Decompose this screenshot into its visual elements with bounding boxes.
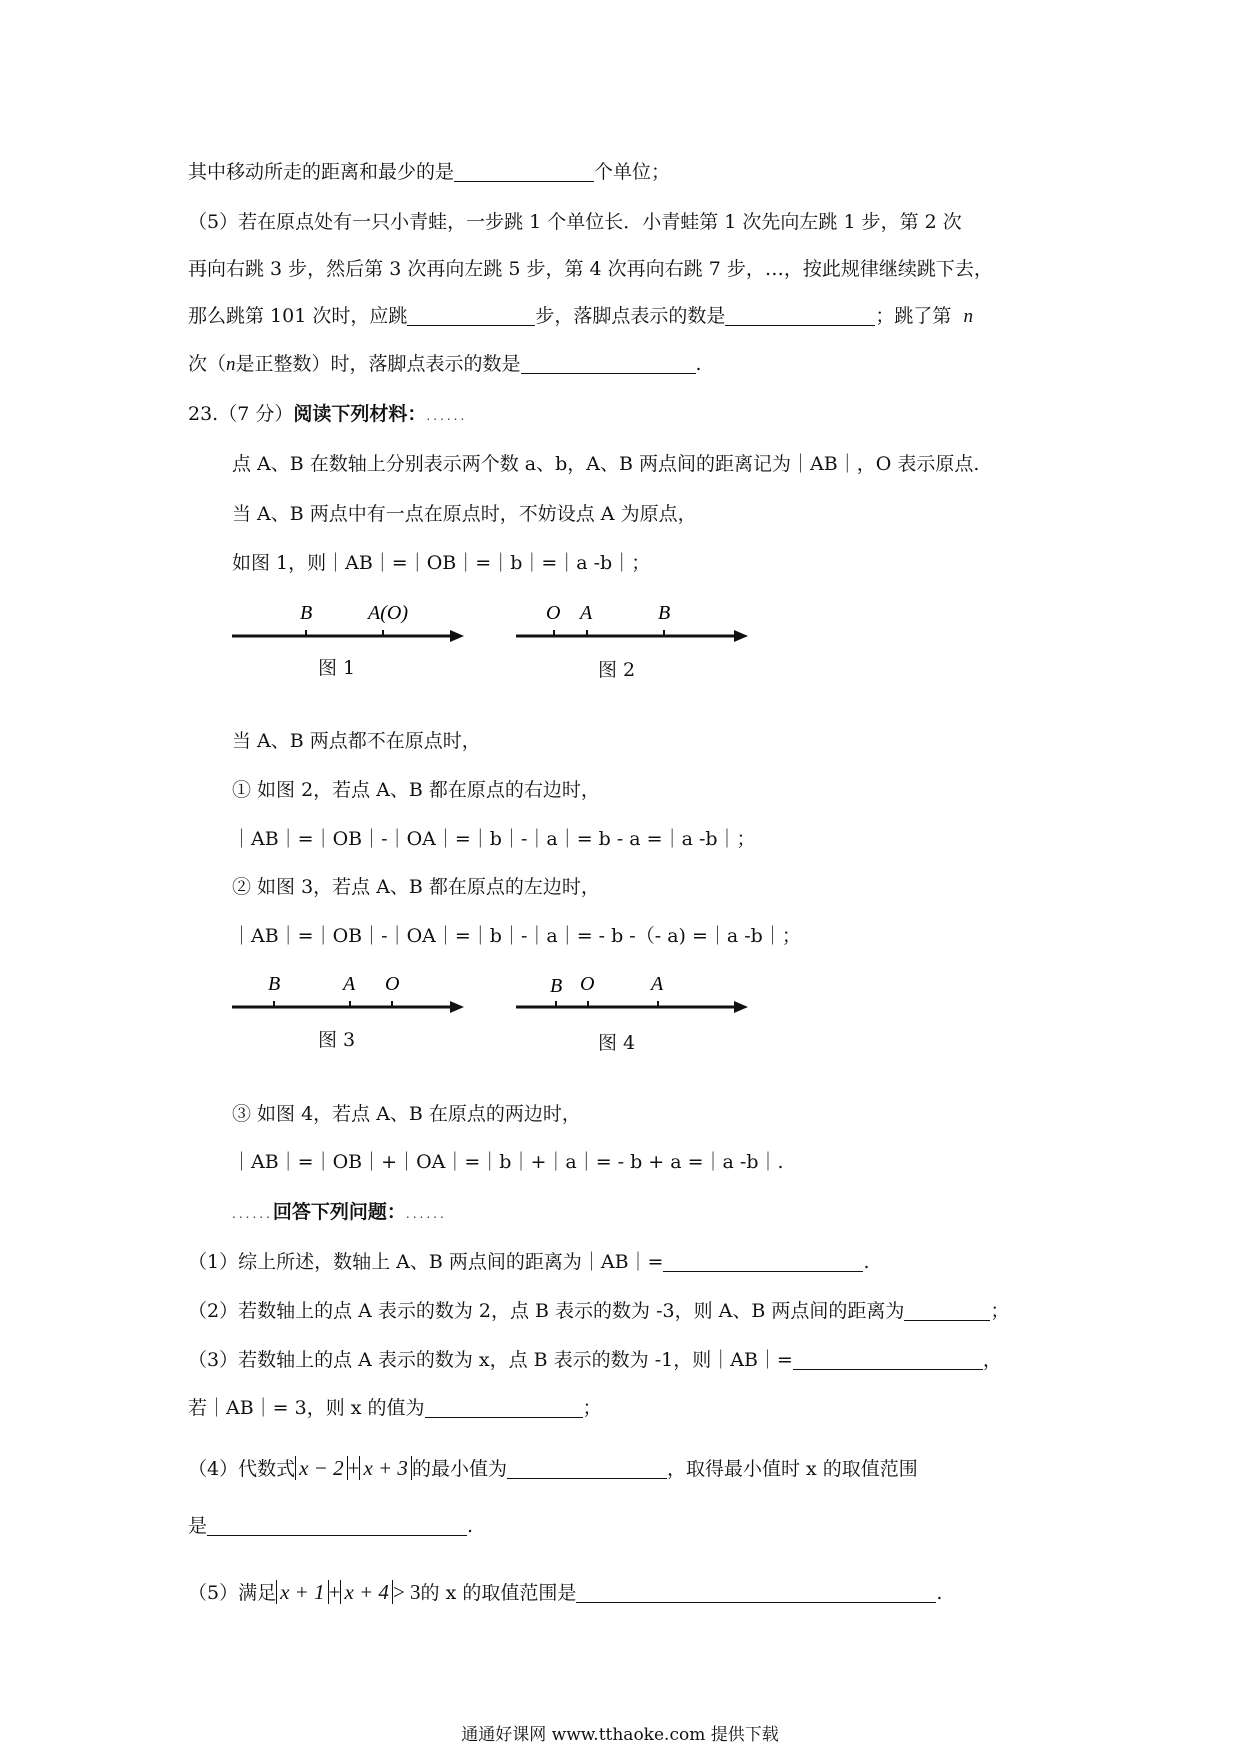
plus: + [328, 1580, 341, 1604]
text: 是 [188, 1515, 208, 1537]
dots: ...... [232, 1207, 273, 1221]
text: 的最小值为 [411, 1458, 507, 1480]
label-b: B [268, 973, 281, 995]
text: 次（ [188, 353, 227, 375]
figure-caption-4: 图 4 [598, 1032, 636, 1054]
answer-blank[interactable] [576, 1582, 936, 1603]
text: ，取得最小值时 x 的取值范围 [666, 1458, 918, 1480]
material-line-10: ｜AB｜=｜OB｜+｜OA｜=｜b｜+｜a｜= - b + a =｜a -b｜. [232, 1151, 784, 1173]
label-a: A [343, 973, 356, 995]
greater-than: > 3 [392, 1580, 421, 1604]
text: （1）综上所述，数轴上 A、B 两点间的距离为｜AB｜= [188, 1251, 664, 1273]
answer-blank[interactable] [904, 1300, 990, 1321]
figure-caption-3: 图 3 [318, 1029, 356, 1051]
answer-blank[interactable] [725, 305, 875, 326]
label-a-o: A(O) [368, 602, 408, 624]
label-o: O [385, 973, 400, 995]
arrow-head [734, 630, 748, 642]
question-2 [188, 1297, 1009, 1325]
text: ；跳了第 [875, 305, 952, 327]
text: 那么跳第 101 次时，应跳 [188, 305, 408, 327]
footer: 通通好课网 www.tthaoke.com 提供下载 [461, 1725, 779, 1745]
material-line-5: ① 如图 2，若点 A、B 都在原点的右边时， [232, 779, 600, 801]
arrow-head [450, 1001, 464, 1013]
text: ； [582, 1397, 602, 1419]
label-b: B [658, 602, 671, 624]
var-n: n [963, 306, 973, 327]
figure-caption-1: 图 1 [318, 657, 356, 679]
answer-blank[interactable] [507, 1458, 667, 1479]
q5-line-2: 再向右跳 3 步，然后第 3 次再向左跳 5 步，第 4 次再向右跳 7 步，…，按此规律继续跳下去， [188, 258, 993, 280]
text: 其中移动所走的距离和最少的是 [188, 161, 455, 183]
question-3b [188, 1394, 602, 1422]
question-1 [188, 1248, 870, 1276]
question-4b [188, 1512, 473, 1540]
arrow-head [450, 630, 464, 642]
text: 个单位； [594, 161, 671, 183]
abs-expression: x + 1 [276, 1580, 329, 1604]
label-a: A [580, 602, 593, 624]
answer-blank[interactable] [454, 161, 594, 182]
answer-blank[interactable] [521, 353, 696, 374]
number-line-figure-3 [228, 971, 468, 1021]
answer-blank[interactable] [407, 305, 535, 326]
number-line-figure-4 [512, 971, 752, 1021]
abs-expression: x + 3 [359, 1456, 412, 1480]
text: 的 x 的取值范围是 [420, 1582, 577, 1604]
answer-blank[interactable] [663, 1251, 863, 1272]
text: ， [982, 1349, 1002, 1371]
dots: ...... [405, 1207, 447, 1221]
q5-line-4 [188, 350, 702, 379]
question-title: 阅读下列材料： [293, 403, 427, 425]
label-o: O [546, 602, 561, 624]
material-line-9: ③ 如图 4，若点 A、B 在原点的两边时， [232, 1103, 581, 1125]
number-line-figure-1 [228, 600, 468, 650]
text: （5）满足 [188, 1582, 277, 1604]
abs-expression: x + 4 [340, 1580, 393, 1604]
material-line-1: 点 A、B 在数轴上分别表示两个数 a、b，A、B 两点间的距离记为｜AB｜，O 表示原点. [232, 453, 980, 475]
text: . [936, 1582, 943, 1604]
dots: ...... [426, 409, 468, 423]
text: （4）代数式 [188, 1458, 296, 1480]
material-line-4: 当 A、B 两点都不在原点时， [232, 730, 481, 752]
text: 若｜AB｜= 3，则 x 的值为 [188, 1397, 425, 1419]
text: . [467, 1515, 474, 1537]
text: . [695, 353, 702, 375]
figure-caption-2: 图 2 [598, 659, 636, 681]
label-b: B [300, 602, 313, 624]
answer-title: 回答下列问题： [272, 1201, 406, 1223]
label-a: A [651, 973, 664, 995]
answer-heading [232, 1198, 447, 1228]
var-n: n [226, 354, 236, 375]
question-4 [188, 1454, 918, 1483]
q5-line-1: （5）若在原点处有一只小青蛙，一步跳 1 个单位长．小青蛙第 1 次先向左跳 1 步，第 2 次 [188, 211, 962, 233]
material-line-3: 如图 1，则｜AB｜=｜OB｜=｜b｜=｜a -b｜； [232, 552, 651, 574]
q23-heading [188, 400, 467, 430]
text: 是正整数）时，落脚点表示的数是 [235, 353, 521, 375]
answer-blank[interactable] [793, 1349, 983, 1370]
line-distance-sum [188, 158, 670, 186]
text: 步，落脚点表示的数是 [535, 305, 726, 327]
arrow-head [734, 1001, 748, 1013]
question-3 [188, 1346, 1002, 1374]
q5-line-3 [188, 302, 973, 331]
number-line-figure-2 [512, 600, 752, 650]
text: . [863, 1251, 870, 1273]
answer-blank[interactable] [425, 1397, 583, 1418]
material-line-2: 当 A、B 两点中有一点在原点时，不妨设点 A 为原点， [232, 503, 697, 525]
text: （2）若数轴上的点 A 表示的数为 2，点 B 表示的数为 -3，则 A、B 两点间的距离为 [188, 1300, 905, 1322]
text: ； [990, 1300, 1010, 1322]
answer-blank[interactable] [207, 1515, 467, 1536]
question-5 [188, 1578, 942, 1607]
label-b: B [550, 975, 563, 997]
plus: + [347, 1456, 360, 1480]
text: （3）若数轴上的点 A 表示的数为 x，点 B 表示的数为 -1，则｜AB｜= [188, 1349, 793, 1371]
abs-expression: x − 2 [295, 1456, 348, 1480]
material-line-8: ｜AB｜=｜OB｜-｜OA｜=｜b｜-｜a｜= - b -（- a) =｜a -b｜； [232, 925, 801, 947]
material-line-7: ② 如图 3，若点 A、B 都在原点的左边时， [232, 876, 600, 898]
question-number: 23.（7 分） [188, 403, 294, 425]
material-line-6: ｜AB｜=｜OB｜-｜OA｜=｜b｜-｜a｜= b - a =｜a -b｜； [232, 828, 756, 850]
label-o: O [580, 973, 595, 995]
